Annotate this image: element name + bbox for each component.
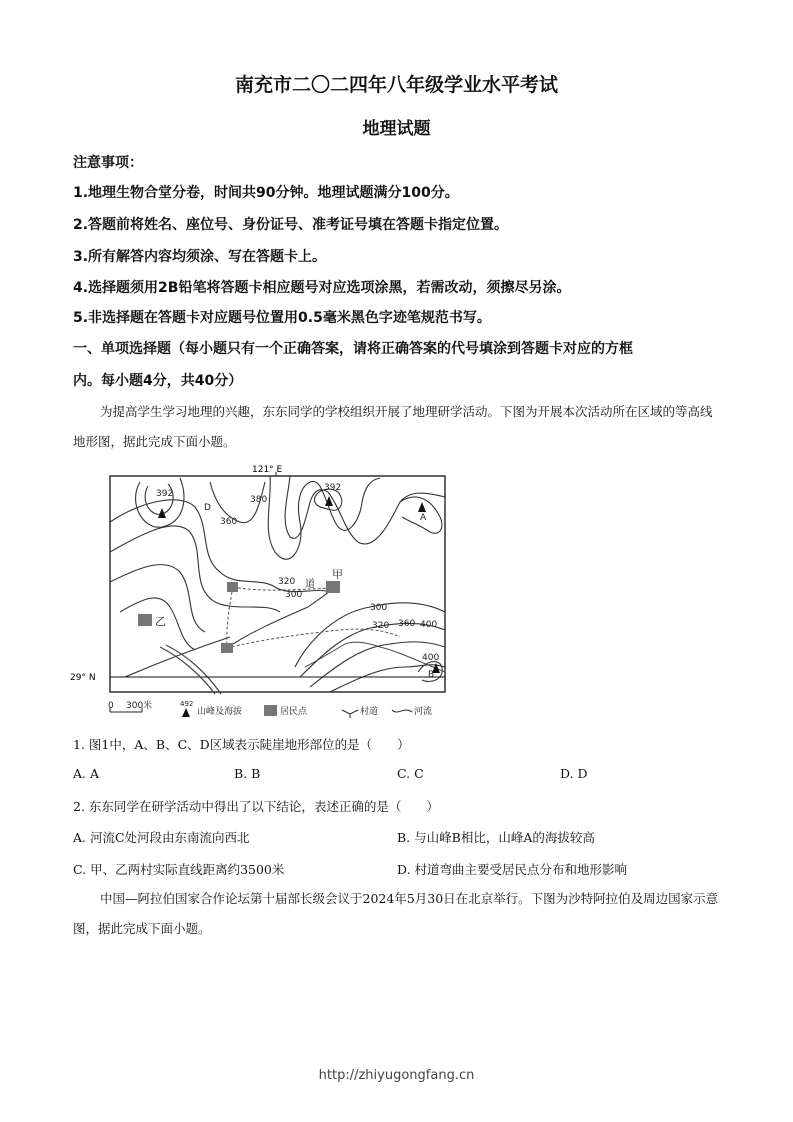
settlement-jia [326, 581, 340, 593]
peak-icon [418, 502, 426, 512]
footer-url: http://zhiyugongfang.cn [318, 1068, 475, 1083]
settlement-marker [227, 582, 238, 592]
note-item: 5.非选择题在答题卡对应题号位置用0.5毫米黑色字迹笔规范书写。 [73, 310, 491, 326]
q1-option-a[interactable]: A. A [73, 766, 100, 781]
svg-text:492: 492 [180, 700, 194, 708]
svg-text:320: 320 [278, 577, 296, 587]
svg-text:300: 300 [285, 590, 303, 600]
svg-text:B: B [428, 670, 435, 680]
village-road [227, 587, 400, 648]
q1-option-d[interactable]: D. D [560, 766, 588, 781]
svg-text:300: 300 [370, 603, 388, 613]
notes-heading: 注意事项： [73, 155, 143, 171]
exam-subtitle: 地理试题 [362, 119, 431, 139]
intro-paragraph-2: 中国—阿拉伯国家合作论坛第十届部长级会议于2024年5月30日在北京举行。下图为沙特阿拉伯及周边国家示意图，据此完成下面小题。 [73, 891, 719, 936]
note-item: 2.答题前将姓名、座位号、身份证号、准考证号填在答题卡指定位置。 [73, 217, 509, 233]
q2-option-a[interactable]: A. 河流C处河段由东南流向西北 [73, 830, 250, 845]
settlement-marker [221, 643, 233, 653]
peak-legend-icon [182, 708, 190, 717]
road-legend-icon [342, 710, 358, 718]
svg-text:300米: 300米 [126, 701, 153, 711]
contour-map [70, 462, 450, 722]
svg-text:360: 360 [220, 517, 238, 527]
question-1-stem: 1. 图1中，A、B、C、D区域表示陡崖地形部位的是（ ） [73, 737, 410, 752]
svg-text:D: D [204, 503, 211, 513]
intro-paragraph-1: 为提高学生学习地理的兴趣，东东同学的学校组织开展了地理研学活动。下图为开展本次活动所在区域的等高线地形图，据此完成下面小题。 [73, 404, 713, 449]
section-heading-line2: 内。每小题4分，共40分） [73, 373, 243, 389]
svg-text:400: 400 [420, 620, 438, 630]
svg-text:400: 400 [422, 653, 440, 663]
svg-text:320: 320 [372, 621, 390, 631]
map-legend [108, 699, 432, 718]
svg-text:360: 360 [398, 619, 416, 629]
note-item: 4.选择题须用2B铅笔将答题卡相应题号对应选项涂黑，若需改动，须擦尽另涂。 [73, 280, 571, 296]
q1-option-b[interactable]: B. B [234, 766, 261, 781]
q2-option-c[interactable]: C. 甲、乙两村实际直线距离约3500米 [73, 862, 285, 877]
exam-title: 南充市二〇二四年八年级学业水平考试 [234, 74, 558, 96]
river-legend-icon [392, 710, 412, 712]
svg-text:河流: 河流 [414, 707, 433, 717]
svg-text:山峰及海拔: 山峰及海拔 [197, 707, 243, 717]
svg-text:0: 0 [108, 701, 114, 711]
svg-text:392: 392 [324, 483, 342, 493]
longitude-label: 121° E [252, 465, 283, 475]
note-item: 3.所有解答内容均须涂、写在答题卡上。 [73, 249, 327, 265]
latitude-label: 29° N [70, 673, 96, 683]
section-heading-line1: 一、单项选择题（每小题只有一个正确答案，请将正确答案的代号填涂到答题卡对应的方框 [73, 341, 633, 357]
svg-text:392: 392 [156, 489, 174, 499]
q2-option-b[interactable]: B. 与山峰B相比，山峰A的海拔较高 [397, 830, 595, 845]
svg-text:甲: 甲 [332, 568, 343, 581]
note-item: 1.地理生物合堂分卷，时间共90分钟。地理试题满分100分。 [73, 185, 459, 201]
svg-text:村道: 村道 [360, 707, 379, 717]
q2-option-d[interactable]: D. 村道弯曲主要受居民点分布和地形影响 [397, 862, 628, 877]
settlement-yi [138, 614, 152, 626]
q1-option-c[interactable]: C. C [397, 766, 424, 781]
settlement-legend-icon [264, 705, 277, 716]
question-2-stem: 2. 东东同学在研学活动中得出了以下结论，表述正确的是（ ） [73, 799, 439, 814]
svg-text:乙: 乙 [155, 615, 166, 628]
svg-text:380: 380 [250, 495, 268, 505]
svg-text:道: 道 [305, 579, 315, 590]
svg-text:居民点: 居民点 [280, 707, 308, 717]
svg-text:A: A [420, 513, 427, 523]
